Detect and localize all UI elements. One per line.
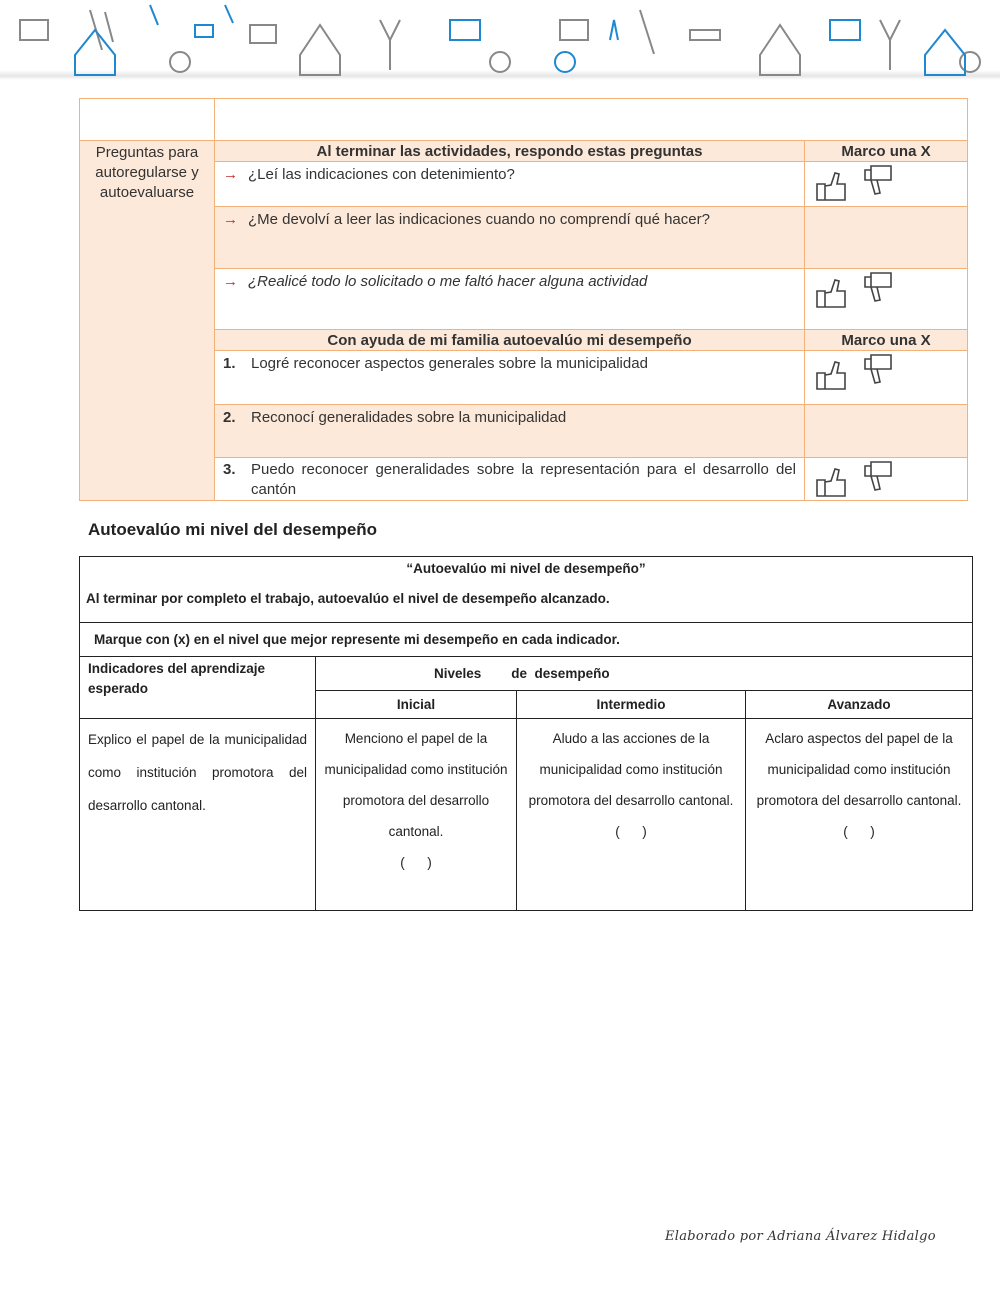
rubric-table <box>79 556 973 911</box>
level-intermedio: Intermedio <box>517 691 746 719</box>
rubric-title: “Autoevalúo mi nivel de desempeño” <box>406 561 646 576</box>
question-row: → ¿Me devolví a leer las indicaciones cuando no comprendí qué hacer? <box>215 207 805 269</box>
indicator-text: Explico el papel de la municipalidad como institución promotora del desarrollo cantonal. <box>80 719 316 911</box>
thumbs-cell[interactable] <box>805 269 968 330</box>
side-label: Preguntas para autoregularse y autoevaluarse <box>80 141 215 501</box>
mark-header: Marco una X <box>805 330 968 351</box>
author-signature: Elaborado por Adriana Álvarez Hidalgo <box>665 1229 936 1244</box>
mark-cell[interactable] <box>805 405 968 458</box>
thumbs-up-icon[interactable] <box>813 460 847 500</box>
thumbs-down-icon[interactable] <box>861 164 895 206</box>
decorative-school-banner <box>0 0 1000 80</box>
rubric-intro: Al terminar por completo el trabajo, autoevalúo el nivel de desempeño alcanzado. <box>86 591 610 606</box>
descriptor-intermedio: Aludo a las acciones de la municipalidad como institución promotora del desarrollo cantonal. ( ) <box>517 719 746 911</box>
checkbox-intermedio[interactable]: ( ) <box>615 824 647 839</box>
section1-header: Al terminar las actividades, respondo estas preguntas <box>215 141 805 162</box>
thumbs-cell[interactable] <box>805 458 968 501</box>
descriptor-inicial: Menciono el papel de la municipalidad como institución promotora del desarrollo cantonal. ( ) <box>316 719 517 911</box>
thumbs-down-icon[interactable] <box>861 460 895 500</box>
thumbs-down-icon[interactable] <box>861 271 895 313</box>
indicator-header: Indicadores del aprendizaje esperado <box>80 657 316 719</box>
question-row: → ¿Leí las indicaciones con detenimiento? <box>215 162 805 207</box>
doodle-pattern-icon <box>0 0 1000 76</box>
rubric-intro-cell <box>80 557 973 623</box>
thumbs-up-icon[interactable] <box>813 353 847 395</box>
self-regulation-table <box>79 98 968 501</box>
thumbs-cell[interactable] <box>805 162 968 207</box>
rubric-instruction: Marque con (x) en el nivel que mejor represente mi desempeño en cada indicador. <box>80 623 973 657</box>
arrow-icon: → <box>223 211 238 228</box>
thumbs-down-icon[interactable] <box>861 353 895 395</box>
section2-header: Con ayuda de mi familia autoevalúo mi desempeño <box>215 330 805 351</box>
thumbs-cell[interactable] <box>805 351 968 405</box>
checkbox-inicial[interactable]: ( ) <box>400 855 432 870</box>
section-title: Autoevalúo mi nivel del desempeño <box>88 520 378 539</box>
arrow-icon: → <box>223 273 238 290</box>
empty-cell <box>215 99 968 141</box>
descriptor-avanzado: Aclaro aspectos del papel de la municipalidad como institución promotora del desarrollo cantonal. ( ) <box>746 719 973 911</box>
thumbs-up-icon[interactable] <box>813 164 847 206</box>
item-row: 2. Reconocí generalidades sobre la municipalidad <box>215 405 805 458</box>
levels-header: Niveles de desempeño <box>316 657 973 691</box>
thumbs-up-icon[interactable] <box>813 271 847 313</box>
question-row: → ¿Realicé todo lo solicitado o me faltó hacer alguna actividad <box>215 269 805 330</box>
mark-cell[interactable] <box>805 207 968 269</box>
checkbox-avanzado[interactable]: ( ) <box>843 824 875 839</box>
level-inicial: Inicial <box>316 691 517 719</box>
arrow-icon: → <box>223 166 238 183</box>
mark-header: Marco una X <box>805 141 968 162</box>
level-avanzado: Avanzado <box>746 691 973 719</box>
empty-cell <box>80 99 215 141</box>
item-row: 3. Puedo reconocer generalidades sobre la representación para el desarrollo del cantón <box>215 458 805 501</box>
item-row: 1. Logré reconocer aspectos generales sobre la municipalidad <box>215 351 805 405</box>
